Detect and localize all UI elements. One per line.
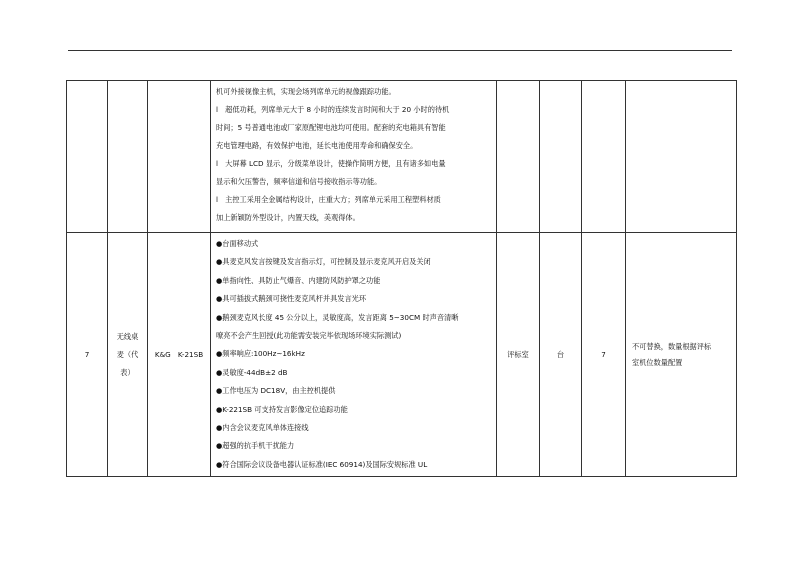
desc-line: 加上新颖防外型设计，内置天线，美观得体。 (216, 213, 360, 222)
unit-cell: 台 (540, 233, 582, 477)
model-cell (148, 81, 211, 233)
quantity-cell (582, 81, 626, 233)
name-cell (108, 233, 148, 477)
spec-line: ●具麦克风发言按键及发言指示灯，可控制及显示麦克风开启及关闭 (216, 257, 431, 267)
spec-line: ●灵敏度-44dB±2 dB (216, 367, 288, 377)
equipment-spec-table (66, 80, 737, 477)
desc-line: l 大屏幕 LCD 显示，分级菜单设计，使操作简明方便，且有诸多如电量 (216, 159, 446, 168)
desc-line: 显示和欠压警告，频率信道和信号接收指示等功能。 (216, 177, 382, 186)
location-cell: 评标室 (497, 233, 540, 477)
spec-line: ●台面移动式 (216, 239, 259, 248)
spec-line: ●超强的抗手机干扰能力 (216, 441, 295, 451)
spec-line: ●内含会议麦克风单体连接线 (216, 422, 309, 432)
spec-line: ●鹅颈麦克风长度 45 公分以上，灵敏度高，发言距离 5~30CM 时声音清晰 (216, 312, 459, 322)
name-cell (108, 81, 148, 233)
name-line: 麦（代 (116, 349, 139, 359)
description-cell (211, 233, 497, 477)
remark-line: 室机位数量配置 (632, 357, 683, 367)
table-row-7 (67, 233, 737, 477)
spec-line: ●K-221SB 可支持发言影像定位追踪功能 (216, 404, 348, 414)
desc-line: 时间；5 号普通电池或厂家原配锂电池均可使用。配套的充电箱具有智能 (216, 123, 446, 132)
desc-line: 充电管理电路，有效保护电池，延长电池使用寿命和确保安全。 (216, 141, 418, 150)
desc-line: l 主控工采用全金属结构设计，庄重大方；列席单元采用工程塑料材质 (216, 195, 441, 204)
description-cell (211, 81, 497, 233)
index-cell (67, 81, 108, 233)
name-line: 无线桌 (116, 331, 139, 341)
name-line: 表） (120, 367, 135, 377)
remark-cell (626, 233, 737, 477)
desc-line: 机可外接视像主机，实现会场列席单元的视像跟踪功能。 (216, 87, 396, 96)
table-row-previous (67, 81, 737, 233)
index-cell: 7 (67, 233, 108, 477)
remark-line: 不可替换，数量根据评标 (632, 341, 712, 351)
spec-line: ●单指向性、具防止气爆音、内建防风防护罩之功能 (216, 275, 381, 285)
spec-line: ●工作电压为 DC18V，由主控机提供 (216, 386, 336, 396)
quantity-cell: 7 (582, 233, 626, 477)
desc-line: l 超低功耗，列席单元大于 8 小时的连续发言时间和大于 20 小时的待机 (216, 105, 450, 114)
spec-line: ●频率响应:100Hz~16kHz (216, 349, 305, 359)
location-cell (497, 81, 540, 233)
model-cell: K&G K-21SB (148, 233, 211, 477)
remark-cell (626, 81, 737, 233)
unit-cell (540, 81, 582, 233)
spec-line: ●符合国际会议设备电器认证标准(IEC 60914)及国际安规标准 UL (216, 459, 428, 469)
spec-line: ●具可插拔式鹅颈可挠性麦克风杆并具发言光环 (216, 294, 367, 304)
spec-line: 嘹亮不会产生回授(此功能需安装完毕依现场环境实际测试) (216, 330, 402, 340)
header-rule (68, 50, 732, 51)
